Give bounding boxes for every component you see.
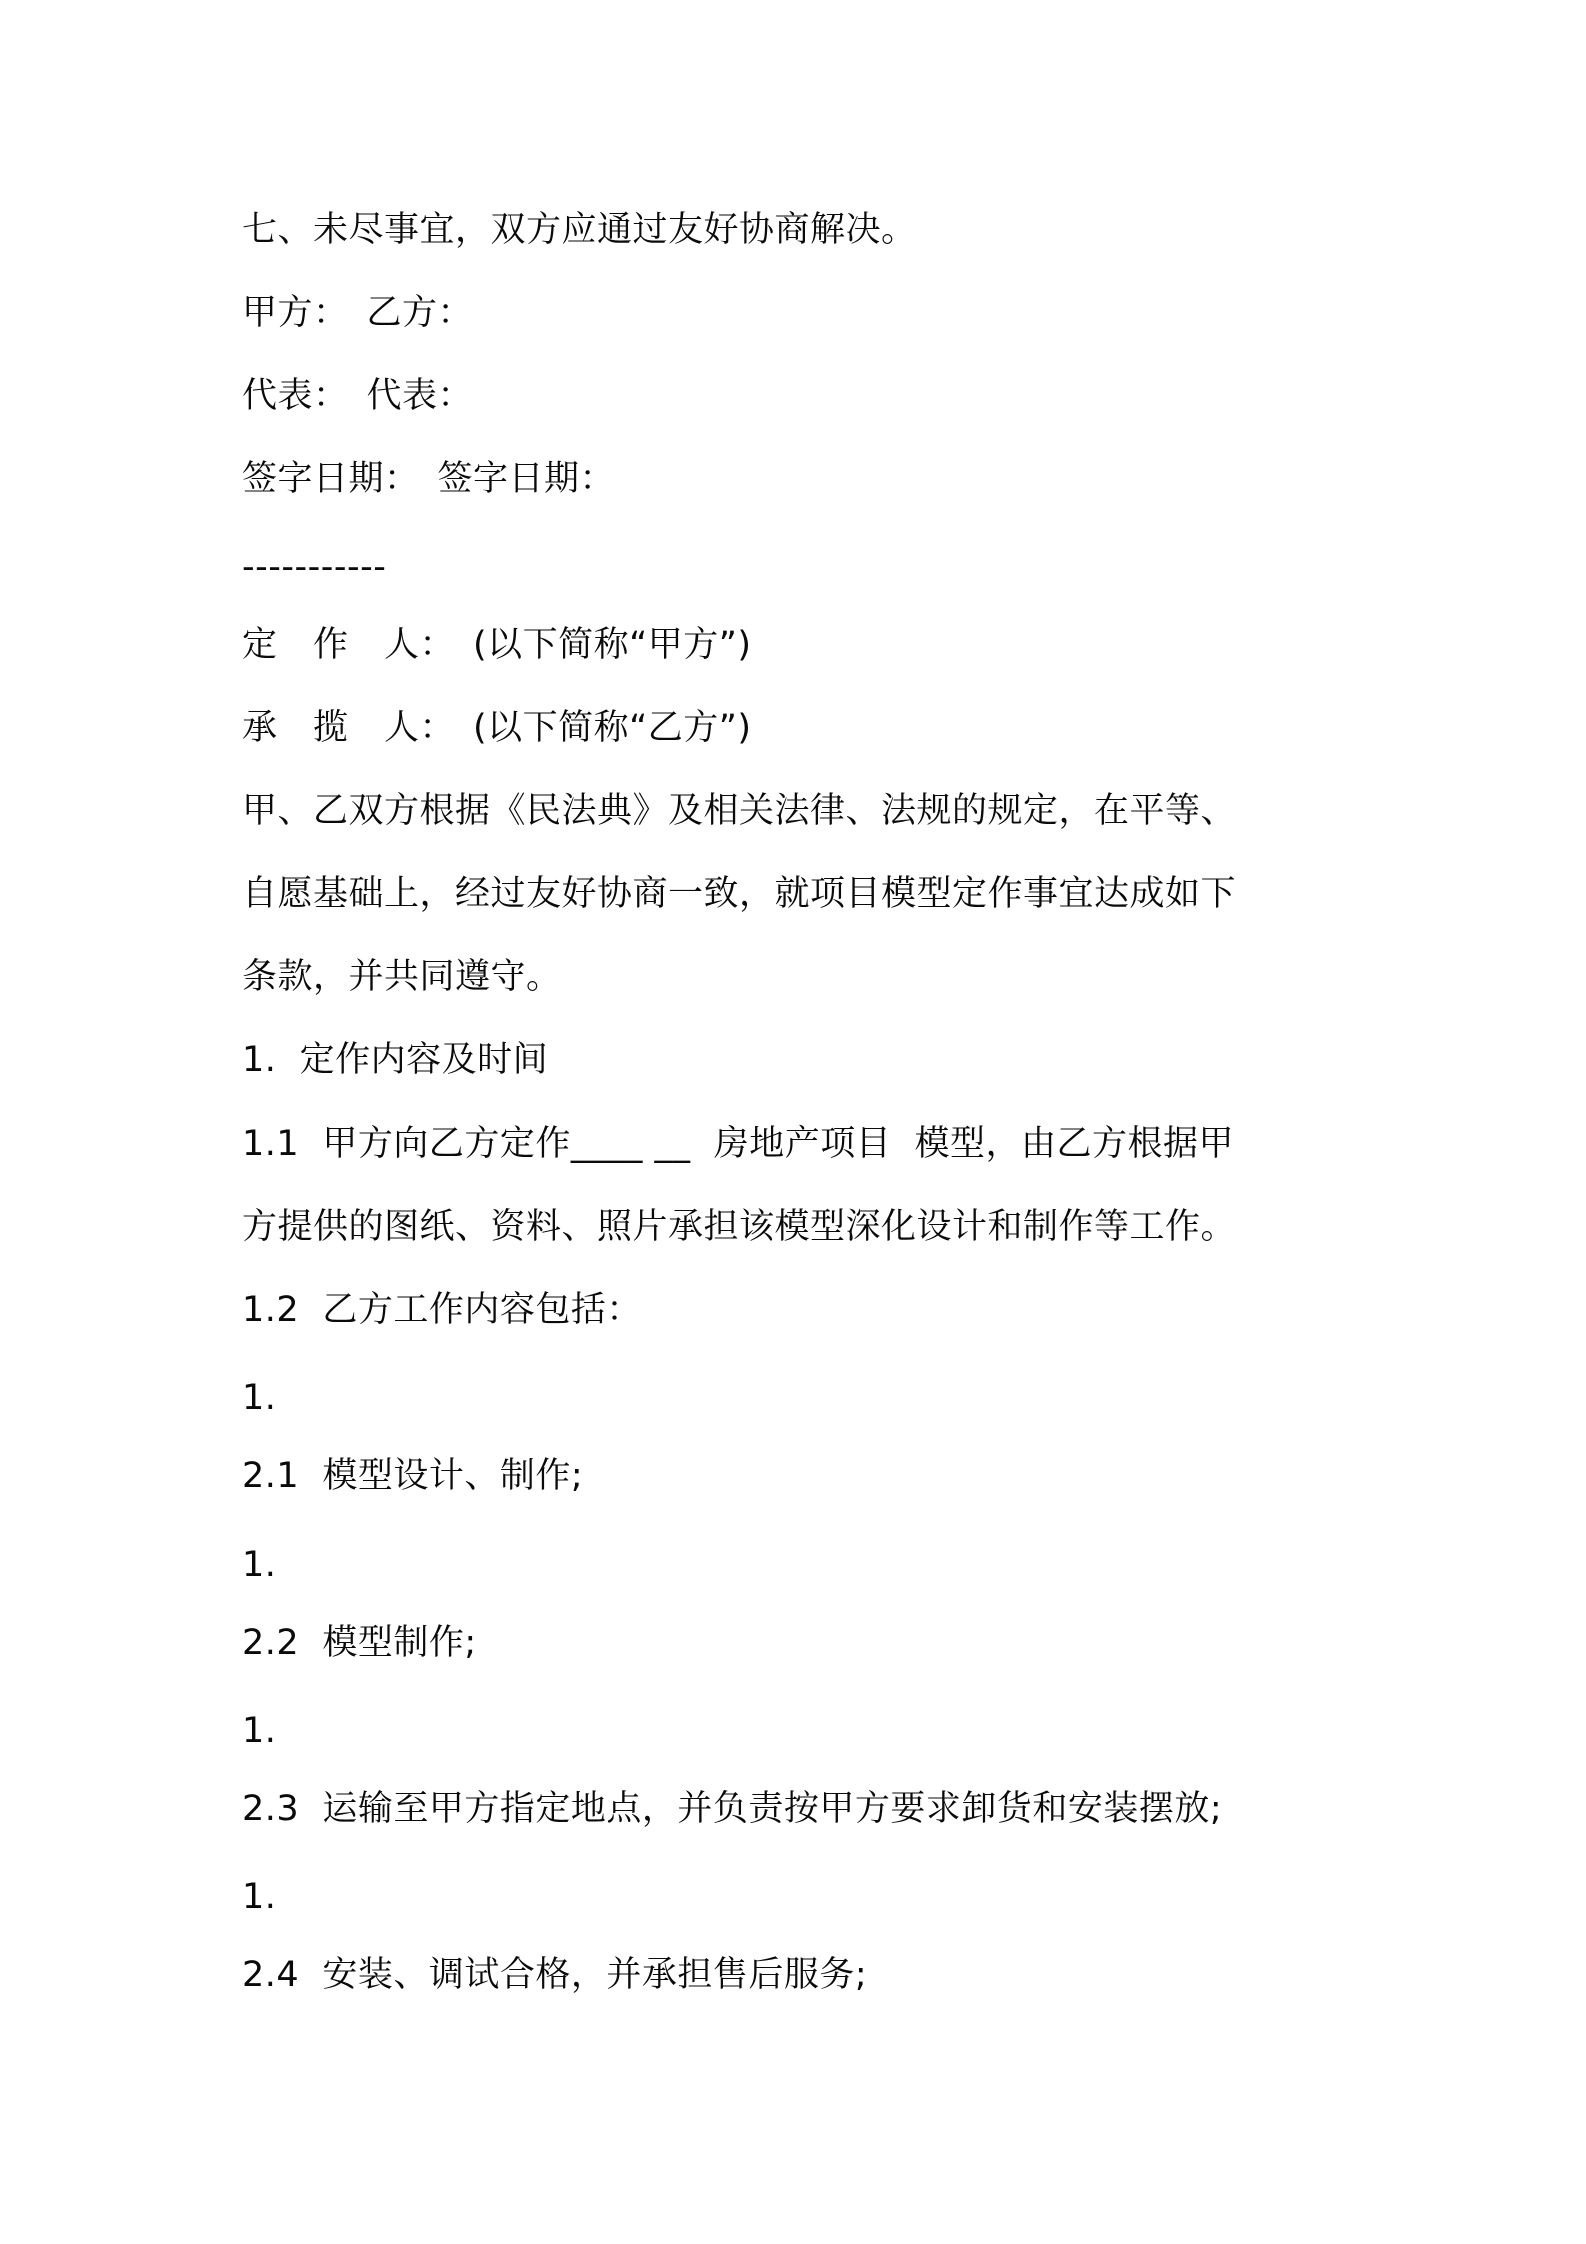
- list-number: 1.: [242, 1378, 277, 1418]
- separator-line: -----------: [242, 547, 387, 587]
- contractor-line: 承 揽 人： (以下简称“乙方”): [242, 708, 752, 748]
- party-signature-line: 甲方： 乙方：: [242, 293, 474, 333]
- clause-2-1: 2.1 模型设计、制作;: [242, 1456, 584, 1496]
- preamble-line-3: 条款，并共同遵守。: [242, 957, 562, 997]
- clause-1-2-heading: 1.2 乙方工作内容包括：: [242, 1290, 642, 1330]
- representative-line: 代表： 代表：: [242, 376, 474, 416]
- clause-2-4: 2.4 安装、调试合格，并承担售后服务;: [242, 1955, 868, 1995]
- clause-2-3: 2.3 运输至甲方指定地点，并负责按甲方要求卸货和安装摆放;: [242, 1789, 1223, 1829]
- orderer-line: 定 作 人： (以下简称“甲方”): [242, 625, 752, 665]
- list-number: 1.: [242, 1877, 277, 1917]
- signing-date-line: 签字日期： 签字日期：: [242, 459, 616, 499]
- list-number: 1.: [242, 1545, 277, 1585]
- clause-7-text: 七、未尽事宜，双方应通过友好协商解决。: [242, 210, 917, 250]
- clause-2-2: 2.2 模型制作;: [242, 1623, 477, 1663]
- list-number: 1.: [242, 1711, 277, 1751]
- preamble-line-1: 甲、乙双方根据《民法典》及相关法律、法规的规定，在平等、: [242, 791, 1237, 831]
- section-1-heading: 1. 定作内容及时间: [242, 1040, 549, 1080]
- preamble-line-2: 自愿基础上，经过友好协商一致，就项目模型定作事宜达成如下: [242, 874, 1237, 914]
- clause-1-1-line-2: 方提供的图纸、资料、照片承担该模型深化设计和制作等工作。: [242, 1207, 1237, 1247]
- clause-1-1-line-1: 1.1 甲方向乙方定作____ __ 房地产项目 模型，由乙方根据甲: [242, 1124, 1235, 1164]
